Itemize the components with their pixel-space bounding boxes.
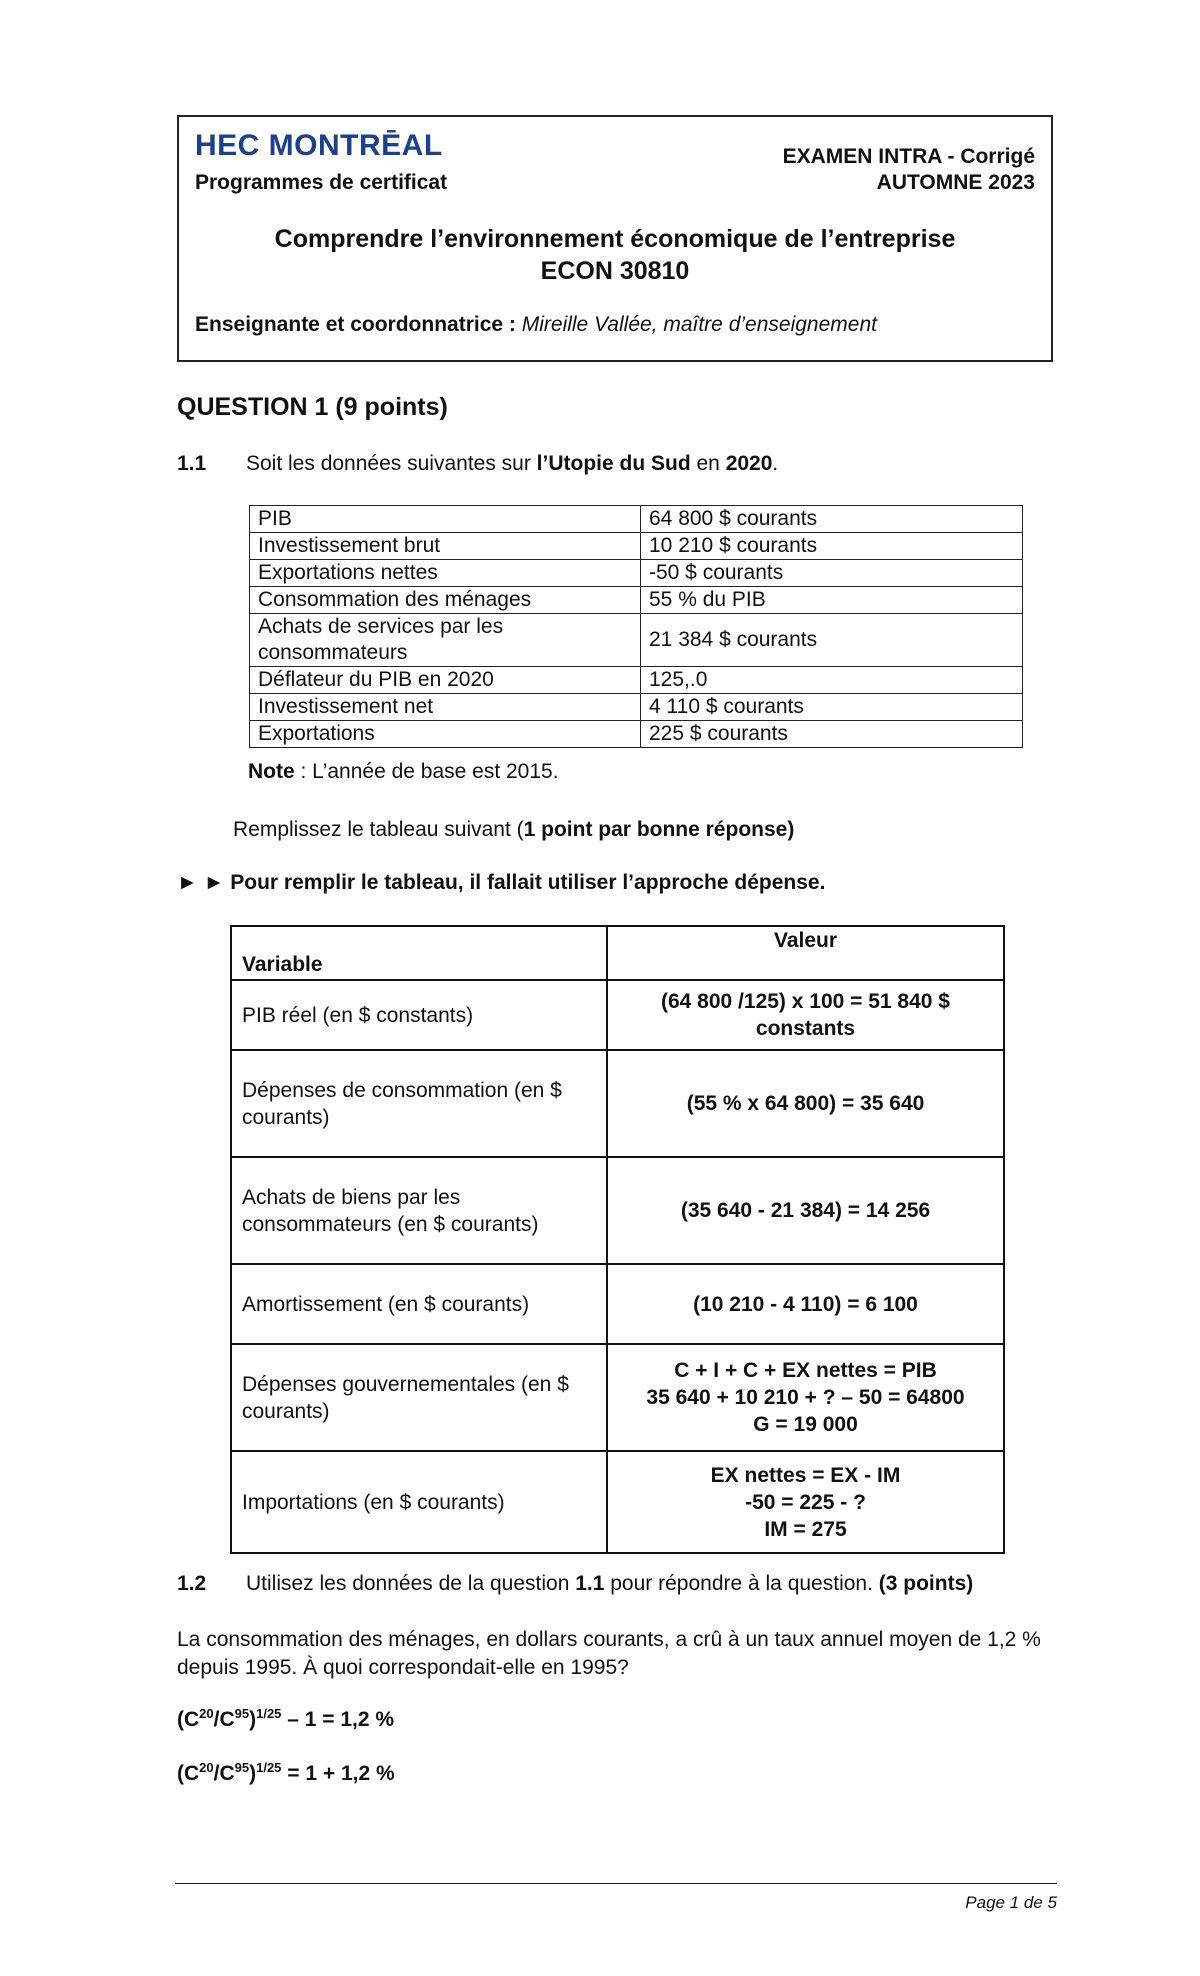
data-row (250, 694, 1023, 721)
data-label: Exportations (250, 721, 641, 748)
answer-row (231, 1050, 1004, 1157)
answer-value-line: C + I + C + EX nettes = PIB (674, 1359, 937, 1382)
data-label: Achats de services par les consommateurs (250, 614, 641, 667)
data-row (250, 614, 1023, 667)
question-1-2-number: 1.2 (177, 1572, 207, 1595)
answer-value-line: (10 210 - 4 110) = 6 100 (693, 1292, 918, 1316)
answer-value (607, 980, 1004, 1050)
program-name: Programmes de certificat (195, 171, 448, 194)
answer-row (231, 1264, 1004, 1344)
data-label: Consommation des ménages (250, 587, 641, 614)
data-row (250, 533, 1023, 560)
answer-variable: Importations (en $ courants) (231, 1451, 607, 1553)
answer-value-line: 35 640 + 10 210 + ? – 50 = 64800 (646, 1386, 965, 1409)
data-value: 125,.0 (641, 667, 1023, 694)
header-value: Valeur (607, 926, 1004, 980)
data-value: 55 % du PIB (641, 587, 1023, 614)
data-row (250, 587, 1023, 614)
answer-value-line: G = 19 000 (753, 1413, 858, 1436)
formula-1: $(C^{20}/C^{95})^{1/25} - 1 = 1,2$ % (177, 1706, 395, 1731)
answer-value-line: (35 640 - 21 384) = 14 256 (680, 1199, 931, 1222)
answer-value-line: IM = 275 (764, 1517, 847, 1541)
header-variable: Variable (231, 926, 607, 980)
formula-2: $(C^{20}/C^{95})^{1/25} = 1 + 1,2$ % (177, 1760, 395, 1785)
answer-row (231, 1451, 1004, 1553)
page-number: Page 1 de 5 (965, 1893, 1057, 1912)
data-row (250, 560, 1023, 587)
data-row (250, 667, 1023, 694)
exam-session: AUTOMNE 2023 (876, 171, 1035, 194)
teacher-name: Mireille Vallée, maître d’enseignement (521, 313, 877, 336)
answer-variable: Dépenses de consommation (en $ courants) (231, 1050, 607, 1157)
question-1-1-number: 1.1 (177, 452, 207, 475)
data-value: 4 110 $ courants (641, 694, 1023, 721)
data-row (250, 721, 1023, 748)
given-data-table (249, 505, 1023, 748)
course-code: ECON 30810 (540, 257, 690, 285)
question-1-2-text: Utilisez les données de la question 1.1 pour répondre à la question. (3 points) (246, 1572, 974, 1595)
data-value: 21 384 $ courants (641, 614, 1023, 667)
answer-variable: Dépenses gouvernementales (en $ courants) (231, 1344, 607, 1451)
course-title: Comprendre l’environnement économique de l’entreprise (274, 225, 956, 253)
data-label: Investissement brut (250, 533, 641, 560)
fill-table-instruction: Remplissez le tableau suivant (1 point par bonne réponse) (233, 818, 795, 841)
data-label: Exportations nettes (250, 560, 641, 587)
data-value: 64 800 $ courants (641, 506, 1023, 533)
answer-row (231, 980, 1004, 1050)
answer-variable: PIB réel (en $ constants) (231, 980, 607, 1050)
data-label: PIB (250, 506, 641, 533)
answer-variable: Achats de biens par les consommateurs (en $ courants) (231, 1157, 607, 1264)
data-row (250, 506, 1023, 533)
teacher-label: Enseignante et coordonnatrice : (195, 313, 516, 336)
data-label: Déflateur du PIB en 2020 (250, 667, 641, 694)
course-title-block (179, 223, 1051, 287)
exam-info (783, 144, 1035, 196)
exam-header-box (177, 115, 1053, 362)
data-value: 225 $ courants (641, 721, 1023, 748)
answer-value-line: (55 % x 64 800) = 35 640 (686, 1092, 925, 1115)
answer-value (607, 1451, 1004, 1553)
data-value: -50 $ courants (641, 560, 1023, 587)
expenditure-approach-note: ► ► Pour remplir le tableau, il fallait utiliser l’approche dépense. (177, 871, 826, 894)
answer-variable: Amortissement (en $ courants) (231, 1264, 607, 1344)
data-value: 10 210 $ courants (641, 533, 1023, 560)
answer-value-line: constants (755, 1017, 856, 1040)
question-1-title: QUESTION 1 (9 points) (177, 393, 448, 421)
answer-value-line: EX nettes = EX - IM (710, 1463, 901, 1487)
exam-title: EXAMEN INTRA - Corrigé (782, 145, 1035, 168)
teacher-line (195, 313, 877, 337)
answer-value (607, 1344, 1004, 1451)
answer-value (607, 1157, 1004, 1264)
answer-value-line: (64 800 /125) x 100 = 51 840 $ (661, 990, 950, 1013)
question-1-1-text: Soit les données suivantes sur l’Utopie du Sud en 2020. (246, 452, 779, 475)
answer-table (230, 925, 1005, 1554)
footer-divider (175, 1883, 1057, 1884)
question-1-2-paragraph: La consommation des ménages, en dollars courants, a crû à un taux annuel moyen de 1,2 % depuis 1995. À quoi correspondait-elle en 1995? (177, 1628, 1041, 1679)
answer-value-line: -50 = 225 - ? (745, 1490, 866, 1514)
hec-montreal-logo: HEC MONTRĒAL (195, 129, 443, 162)
answer-value (607, 1050, 1004, 1157)
answer-table-header (231, 926, 1004, 980)
answer-row (231, 1157, 1004, 1264)
answer-row (231, 1344, 1004, 1451)
answer-value (607, 1264, 1004, 1344)
data-label: Investissement net (250, 694, 641, 721)
base-year-note: Note : L’année de base est 2015. (248, 760, 559, 783)
